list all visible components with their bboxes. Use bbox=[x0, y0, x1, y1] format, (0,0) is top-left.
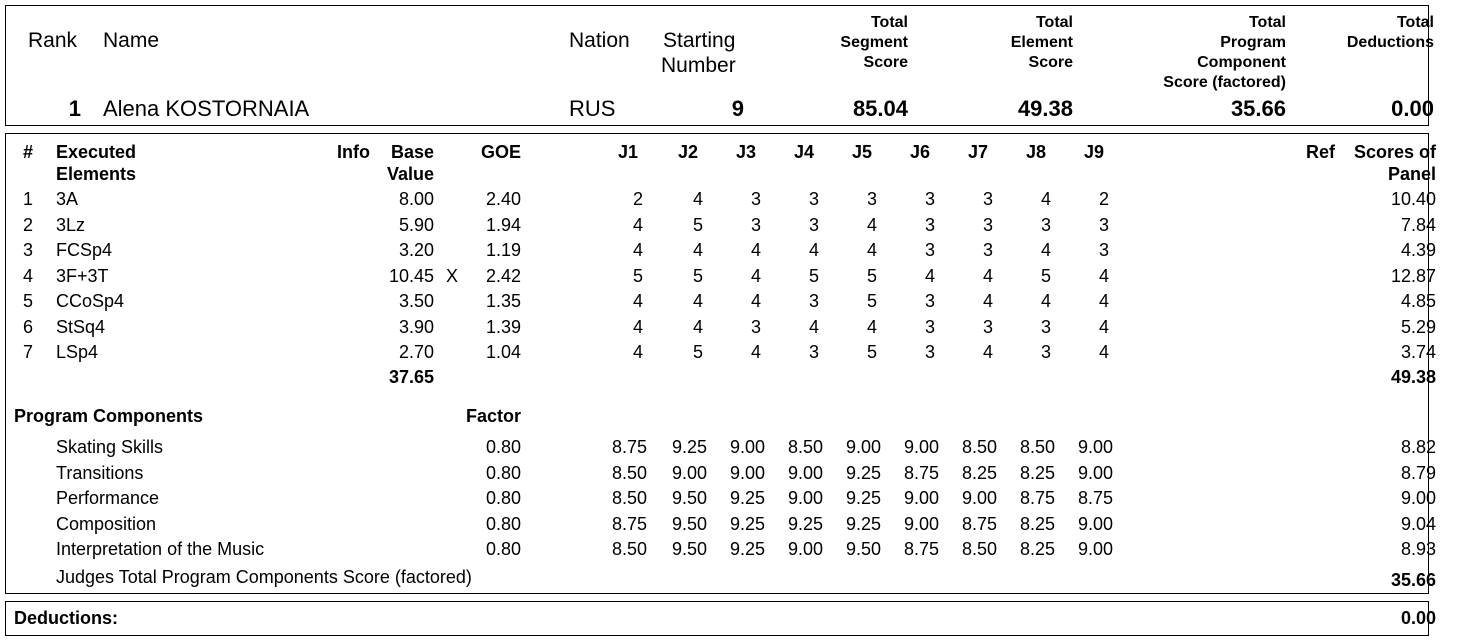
element-judge-score: 3 bbox=[924, 291, 935, 311]
deductions-label: Deductions: bbox=[14, 608, 119, 628]
pcs-label-line: Component bbox=[1197, 54, 1286, 71]
component-factor: 0.80 bbox=[485, 488, 521, 508]
element-judge-score: 4 bbox=[1040, 240, 1051, 260]
element-num: 3 bbox=[23, 240, 34, 260]
element-base-value: 3.50 bbox=[398, 291, 434, 311]
judge-header: J8 bbox=[1025, 142, 1046, 162]
element-judge-score: 3 bbox=[1098, 240, 1109, 260]
component-judge-score: 9.00 bbox=[729, 462, 765, 483]
element-judge-score: 3 bbox=[982, 189, 993, 209]
component-judge-score: 8.25 bbox=[1019, 513, 1055, 534]
element-goe: 1.39 bbox=[485, 316, 521, 337]
component-judge-score: 8.50 bbox=[1019, 437, 1055, 457]
element-judge-score: 3 bbox=[1098, 214, 1109, 235]
col-scores-header-1: Scores of bbox=[1353, 142, 1436, 162]
element-judge-score: 3 bbox=[982, 240, 993, 260]
element-judge-score: 3 bbox=[750, 214, 761, 235]
component-judge-score: 9.25 bbox=[787, 513, 823, 534]
element-base-value: 3.90 bbox=[398, 316, 434, 337]
skater-starting-number: 9 bbox=[731, 96, 744, 121]
element-judge-score: 3 bbox=[1040, 316, 1051, 337]
element-judge-score: 3 bbox=[982, 214, 993, 235]
component-judge-score: 9.25 bbox=[845, 462, 881, 483]
element-judge-score: 5 bbox=[866, 291, 877, 311]
rank-label: Rank bbox=[28, 29, 78, 52]
element-judge-score: 4 bbox=[632, 240, 643, 260]
element-judge-score: 4 bbox=[808, 316, 819, 337]
component-judge-score: 8.50 bbox=[611, 462, 647, 483]
element-panel-score: 3.74 bbox=[1400, 342, 1436, 362]
col-ref-header: Ref bbox=[1306, 142, 1336, 162]
element-num: 4 bbox=[23, 265, 34, 286]
judge-header: J5 bbox=[851, 142, 872, 162]
program-components-title: Program Components bbox=[14, 406, 204, 426]
component-judge-score: 8.50 bbox=[961, 437, 997, 457]
component-judge-score: 9.00 bbox=[961, 488, 997, 508]
component-judge-score: 9.00 bbox=[845, 437, 881, 457]
element-num: 6 bbox=[23, 316, 34, 337]
pcs-label bbox=[1126, 13, 1286, 93]
tes-label-line: Score bbox=[1028, 54, 1073, 71]
element-judge-score: 3 bbox=[808, 342, 819, 362]
element-judge-score: 3 bbox=[924, 214, 935, 235]
factor-header: Factor bbox=[465, 406, 521, 426]
skater-rank: 1 bbox=[68, 96, 81, 121]
col-scores-header-2: Panel bbox=[1387, 164, 1436, 184]
tss-label-line: Score bbox=[863, 54, 908, 71]
element-judge-score: 4 bbox=[866, 240, 877, 260]
element-judge-score: 4 bbox=[692, 240, 703, 260]
element-judge-score: 4 bbox=[1040, 189, 1051, 209]
col-num-header: # bbox=[23, 142, 34, 162]
tss-label bbox=[806, 13, 908, 73]
component-judge-score: 9.50 bbox=[845, 539, 881, 559]
pcs-label-line: Total bbox=[1248, 14, 1286, 31]
component-factor: 0.80 bbox=[485, 462, 521, 483]
element-panel-score: 4.39 bbox=[1400, 240, 1436, 260]
element-judge-score: 4 bbox=[982, 265, 993, 286]
name-label: Name bbox=[103, 29, 160, 52]
component-judge-score: 8.25 bbox=[1019, 539, 1055, 559]
ded-label-line: Total bbox=[1396, 14, 1434, 31]
component-judge-score: 9.25 bbox=[845, 513, 881, 534]
element-code: 3A bbox=[56, 189, 79, 209]
component-judge-score: 9.00 bbox=[787, 488, 823, 508]
element-judge-score: 4 bbox=[632, 291, 643, 311]
element-goe: 2.40 bbox=[485, 189, 521, 209]
element-panel-score: 4.85 bbox=[1400, 291, 1436, 311]
element-judge-score: 3 bbox=[808, 291, 819, 311]
element-judge-score: 3 bbox=[866, 189, 877, 209]
component-judge-score: 9.00 bbox=[729, 437, 765, 457]
judge-header: J1 bbox=[617, 142, 638, 162]
elements-total-score: 49.38 bbox=[1390, 367, 1436, 387]
component-judge-score: 9.00 bbox=[787, 539, 823, 559]
element-judge-score: 3 bbox=[750, 189, 761, 209]
element-code: LSp4 bbox=[56, 342, 99, 362]
element-base-value: 2.70 bbox=[398, 342, 434, 362]
element-panel-score: 5.29 bbox=[1400, 316, 1436, 337]
component-judge-score: 8.25 bbox=[961, 462, 997, 483]
component-judge-score: 9.25 bbox=[729, 488, 765, 508]
component-judge-score: 9.00 bbox=[787, 462, 823, 483]
col-goe-header: GOE bbox=[480, 142, 521, 162]
skater-summary-box bbox=[5, 5, 1434, 126]
component-judge-score: 9.25 bbox=[671, 437, 707, 457]
element-judge-score: 4 bbox=[924, 265, 935, 286]
ded-label bbox=[1326, 13, 1434, 53]
element-judge-score: 3 bbox=[808, 214, 819, 235]
component-judge-score: 8.75 bbox=[611, 437, 647, 457]
element-judge-score: 3 bbox=[808, 189, 819, 209]
element-panel-score: 10.40 bbox=[1390, 189, 1436, 209]
element-judge-score: 5 bbox=[692, 342, 703, 362]
element-base-value: 8.00 bbox=[398, 189, 434, 209]
tes-label bbox=[976, 13, 1073, 73]
tes-label-line: Total bbox=[1035, 14, 1073, 31]
element-judge-score: 4 bbox=[632, 316, 643, 337]
tss-label-line: Segment bbox=[840, 34, 908, 51]
component-name: Composition bbox=[56, 513, 157, 534]
deductions-value: 0.00 bbox=[1400, 608, 1436, 628]
element-code: 3Lz bbox=[56, 214, 86, 235]
element-judge-score: 4 bbox=[750, 342, 761, 362]
element-panel-score: 7.84 bbox=[1400, 214, 1436, 235]
element-code: CCoSp4 bbox=[56, 291, 125, 311]
component-judge-score: 8.75 bbox=[1077, 488, 1113, 508]
component-judge-score: 9.25 bbox=[845, 488, 881, 508]
col-info-header: Info bbox=[337, 142, 370, 162]
element-panel-score: 12.87 bbox=[1390, 265, 1436, 286]
element-judge-score: 3 bbox=[1040, 214, 1051, 235]
judge-header: J2 bbox=[677, 142, 698, 162]
ded-label-line: Deductions bbox=[1346, 34, 1434, 51]
component-judge-score: 9.00 bbox=[903, 488, 939, 508]
elements-total-base: 37.65 bbox=[388, 367, 434, 387]
component-judge-score: 8.75 bbox=[1019, 488, 1055, 508]
judge-header: J7 bbox=[967, 142, 988, 162]
total-deductions: 0.00 bbox=[1391, 96, 1434, 121]
element-goe: 2.42 bbox=[485, 265, 521, 286]
element-judge-score: 4 bbox=[808, 240, 819, 260]
element-base-value: 3.20 bbox=[398, 240, 434, 260]
element-num: 7 bbox=[23, 342, 34, 362]
element-judge-score: 4 bbox=[866, 214, 877, 235]
pcs-label-line: Program bbox=[1220, 34, 1286, 51]
component-judge-score: 9.00 bbox=[1077, 539, 1113, 559]
tes-label-line: Element bbox=[1010, 34, 1073, 51]
element-code: 3F+3T bbox=[56, 265, 109, 286]
element-num: 1 bbox=[23, 189, 34, 209]
total-element-score: 49.38 bbox=[1017, 96, 1073, 121]
element-judge-score: 5 bbox=[692, 265, 703, 286]
component-judge-score: 9.00 bbox=[1077, 513, 1113, 534]
component-name: Interpretation of the Music bbox=[56, 539, 265, 559]
skater-nation: RUS bbox=[569, 96, 616, 121]
element-code: StSq4 bbox=[56, 316, 106, 337]
element-judge-score: 4 bbox=[692, 189, 703, 209]
total-segment-score: 85.04 bbox=[852, 96, 908, 121]
element-judge-score: 4 bbox=[1040, 291, 1051, 311]
element-num: 5 bbox=[23, 291, 34, 311]
component-panel-score: 8.79 bbox=[1400, 462, 1436, 483]
element-bonus-marker: X bbox=[446, 265, 459, 286]
element-judge-score: 5 bbox=[808, 265, 819, 286]
judge-header: J9 bbox=[1083, 142, 1104, 162]
element-base-value: 10.45 bbox=[388, 265, 434, 286]
element-judge-score: 5 bbox=[866, 265, 877, 286]
judge-header: J6 bbox=[909, 142, 930, 162]
element-judge-score: 4 bbox=[866, 316, 877, 337]
element-base-value: 5.90 bbox=[398, 214, 434, 235]
element-judge-score: 4 bbox=[1098, 265, 1109, 286]
element-judge-score: 4 bbox=[1098, 291, 1109, 311]
element-judge-score: 4 bbox=[982, 291, 993, 311]
element-judge-score: 5 bbox=[632, 265, 643, 286]
component-judge-score: 8.75 bbox=[611, 513, 647, 534]
component-judge-score: 8.50 bbox=[611, 488, 647, 508]
col-base-header-2: Value bbox=[386, 164, 434, 184]
scores-box bbox=[5, 133, 1436, 594]
element-judge-score: 3 bbox=[1040, 342, 1051, 362]
judge-header: J4 bbox=[793, 142, 814, 162]
component-name: Transitions bbox=[56, 462, 144, 483]
component-name: Skating Skills bbox=[56, 437, 164, 457]
components-total-label: Judges Total Program Components Score (factored) bbox=[56, 567, 472, 587]
element-judge-score: 5 bbox=[1040, 265, 1051, 286]
element-judge-score: 4 bbox=[750, 240, 761, 260]
component-judge-score: 9.00 bbox=[1077, 462, 1113, 483]
element-judge-score: 4 bbox=[692, 316, 703, 337]
component-judge-score: 8.50 bbox=[961, 539, 997, 559]
element-judge-score: 4 bbox=[632, 342, 643, 362]
pcs-label-line: Score (factored) bbox=[1163, 74, 1286, 91]
element-judge-score: 5 bbox=[866, 342, 877, 362]
element-judge-score: 3 bbox=[982, 316, 993, 337]
element-judge-score: 4 bbox=[692, 291, 703, 311]
component-judge-score: 8.75 bbox=[903, 539, 939, 559]
element-judge-score: 4 bbox=[982, 342, 993, 362]
component-judge-score: 9.25 bbox=[729, 539, 765, 559]
element-judge-score: 3 bbox=[924, 342, 935, 362]
element-goe: 1.94 bbox=[485, 214, 521, 235]
component-judge-score: 9.00 bbox=[1077, 437, 1113, 457]
element-code: FCSp4 bbox=[56, 240, 113, 260]
components-total-score: 35.66 bbox=[1390, 570, 1436, 590]
nation-label: Nation bbox=[569, 29, 630, 52]
element-judge-score: 3 bbox=[924, 240, 935, 260]
element-judge-score: 4 bbox=[1098, 316, 1109, 337]
component-panel-score: 8.82 bbox=[1400, 437, 1436, 457]
component-name: Performance bbox=[56, 488, 160, 508]
element-judge-score: 4 bbox=[750, 291, 761, 311]
element-judge-score: 2 bbox=[1098, 189, 1109, 209]
judge-header: J3 bbox=[735, 142, 756, 162]
starting-label-2: Number bbox=[661, 54, 736, 77]
component-factor: 0.80 bbox=[485, 513, 521, 534]
col-executed-header-2: Elements bbox=[56, 164, 137, 184]
element-judge-score: 3 bbox=[924, 316, 935, 337]
total-program-component-score: 35.66 bbox=[1230, 96, 1286, 121]
tss-label-line: Total bbox=[870, 14, 908, 31]
component-factor: 0.80 bbox=[485, 437, 521, 457]
skater-name: Alena KOSTORNAIA bbox=[103, 96, 310, 121]
component-judge-score: 9.50 bbox=[671, 539, 707, 559]
component-judge-score: 8.50 bbox=[787, 437, 823, 457]
element-judge-score: 4 bbox=[750, 265, 761, 286]
component-judge-score: 9.00 bbox=[903, 513, 939, 534]
element-judge-score: 3 bbox=[924, 189, 935, 209]
component-panel-score: 9.00 bbox=[1400, 488, 1436, 508]
element-judge-score: 2 bbox=[632, 189, 643, 209]
element-goe: 1.35 bbox=[485, 291, 521, 311]
component-judge-score: 8.25 bbox=[1019, 462, 1055, 483]
element-judge-score: 4 bbox=[632, 214, 643, 235]
col-executed-header-1: Executed bbox=[56, 142, 137, 162]
col-base-header-1: Base bbox=[390, 142, 434, 162]
component-factor: 0.80 bbox=[485, 539, 521, 559]
component-judge-score: 9.00 bbox=[903, 437, 939, 457]
starting-label-1: Starting bbox=[663, 29, 736, 52]
component-judge-score: 8.75 bbox=[961, 513, 997, 534]
component-judge-score: 9.00 bbox=[671, 462, 707, 483]
component-judge-score: 9.25 bbox=[729, 513, 765, 534]
element-judge-score: 4 bbox=[1098, 342, 1109, 362]
deductions-box bbox=[5, 601, 1436, 636]
element-goe: 1.19 bbox=[485, 240, 521, 260]
component-panel-score: 8.93 bbox=[1400, 539, 1436, 559]
element-goe: 1.04 bbox=[485, 342, 521, 362]
element-judge-score: 3 bbox=[750, 316, 761, 337]
component-judge-score: 9.50 bbox=[671, 488, 707, 508]
element-num: 2 bbox=[23, 214, 34, 235]
component-panel-score: 9.04 bbox=[1400, 513, 1436, 534]
component-judge-score: 9.50 bbox=[671, 513, 707, 534]
component-judge-score: 8.75 bbox=[903, 462, 939, 483]
element-judge-score: 5 bbox=[692, 214, 703, 235]
component-judge-score: 8.50 bbox=[611, 539, 647, 559]
